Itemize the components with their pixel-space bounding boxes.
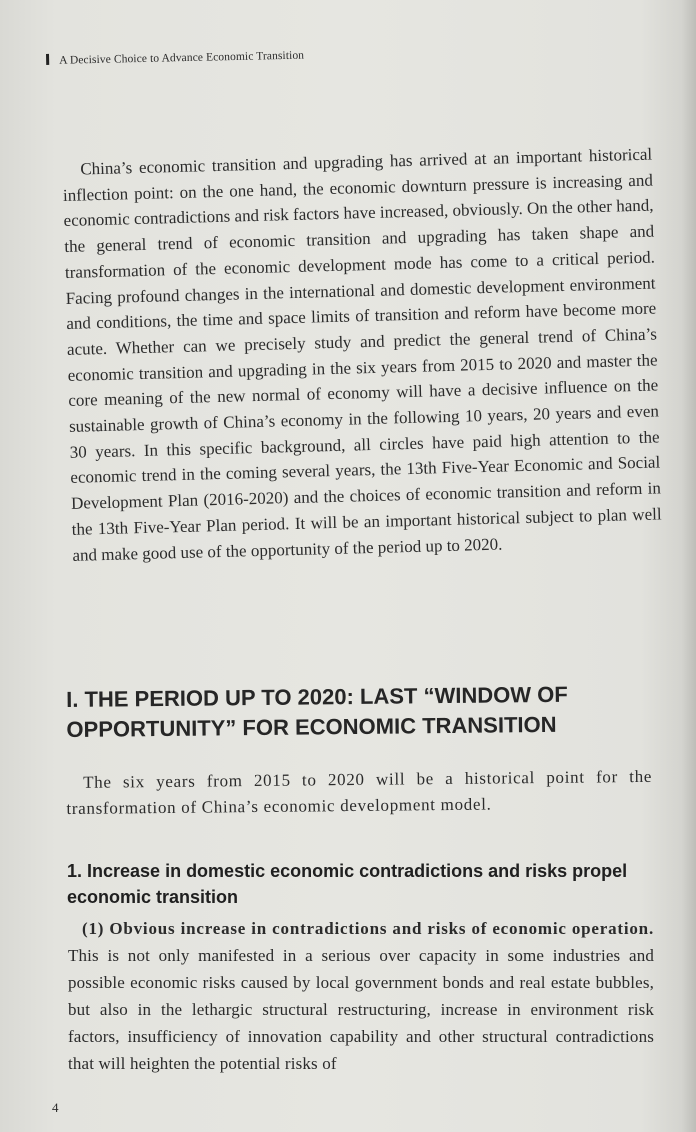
subsection-heading: 1. Increase in domestic economic contradictions and risks propel economic transition: [67, 861, 628, 907]
page-edge: [682, 0, 696, 1132]
subsection-lead: (1) Obvious increase in contradictions and risks of economic operation.: [82, 919, 654, 938]
running-head-title: A Decisive Choice to Advance Economic Transition: [59, 49, 305, 67]
section-paragraph: The six years from 2015 to 2020 will be a historical point for the transformation of China’s economic development model.: [66, 766, 653, 818]
subsection-text: This is not only manifested in a serious over capacity in some industries and possible economic risks caused by local government bonds and real estate bubbles, but also in the lethargic structural restructuring, increase in environment risk factors, insufficiency of innovation capability and other structural contradictions that will heighten the potential risks of: [68, 946, 654, 1073]
running-head-bar: [46, 54, 49, 65]
running-head: [46, 49, 304, 67]
intro-paragraph: China’s economic transition and upgrading has arrived at an important historical inflection point: on the one hand, the economic downturn pressure is increasing and economic contradictions and risk factors have increased, obviously. On the other hand, the general trend of economic transition and upgrading has taken shape and transformation of the economic development mode has come to a critical period. Facing profound changes in the international and domestic development environment and conditions, the time and space limits of transition and reform have become more acute. Whether can we precisely study and predict the general trend of China’s economic transition and upgrading in the six years from 2015 to 2020 and master the core meaning of the new normal of economy will have a decisive influence on the sustainable growth of China’s economy in the following 10 years, 20 years and even 30 years. In this specific background, all circles have paid high attention to the economic trend in the coming several years, the 13th Five-Year Economic and Social Development Plan (2016-2020) and the choices of economic transition and reform in the 13th Five-Year Plan period. It will be an important historical subject to plan well and make good use of the opportunity of the period up to 2020.: [62, 144, 662, 565]
section-heading: I. THE PERIOD UP TO 2020: LAST “WINDOW OF OPPORTUNITY” FOR ECONOMIC TRANSITION: [66, 681, 568, 743]
page-number: 4: [52, 1100, 59, 1115]
subsection-paragraph: [68, 915, 654, 1077]
